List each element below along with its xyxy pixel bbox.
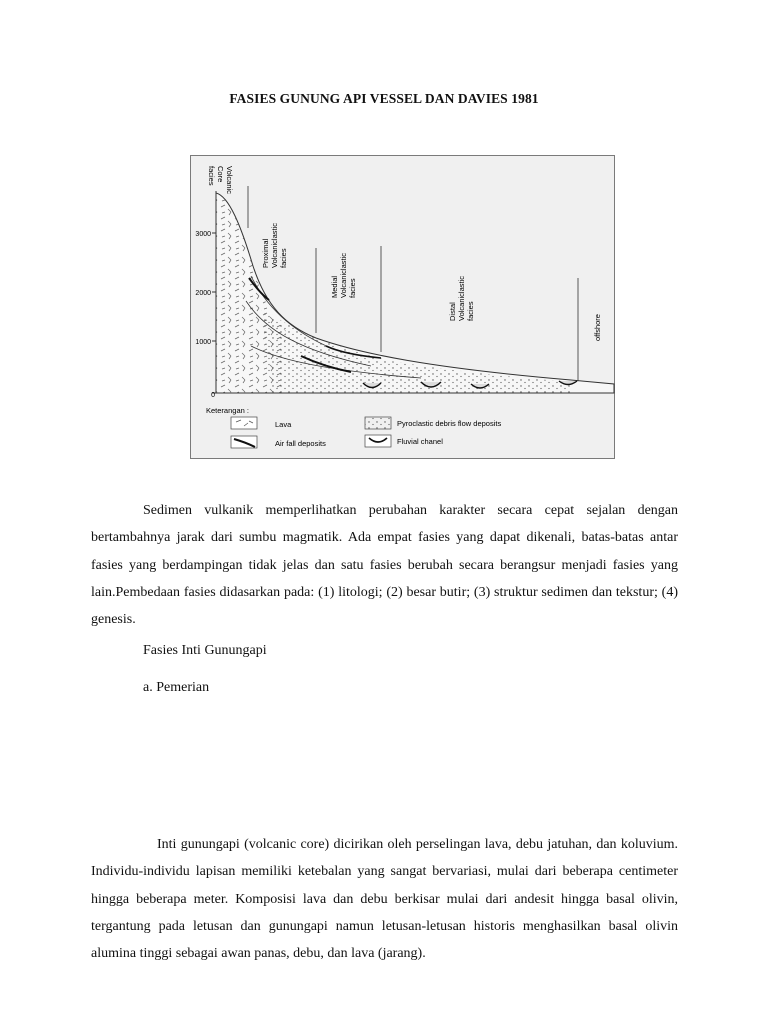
facies-diagram-figure — [190, 155, 615, 459]
legend-lava-swatch — [231, 417, 257, 429]
legend-lava-label: Lava — [275, 420, 292, 429]
y-tick-label: 3000 — [195, 231, 211, 238]
paragraph-description: Inti gunungapi (volcanic core) dicirikan oleh perselingan lava, debu jatuhan, dan koluvium. Individu-individu lapisan memiliki ketebalan yang sangat bervariasi, mulai dari beberapa centimeter hingga beberapa meter. Komposisi lava dan debu berkisar mulai dari andesit hingga basal olivin, tergantung pada letusan dan gunungapi namun letusan-letusan historis menghasilkan basal olivin alumina tinggi sebagai awan panas, debu, dan lava (jarang). — [91, 837, 678, 962]
y-tick-label: 0 — [211, 392, 215, 399]
svg-text:facies: facies — [348, 278, 357, 298]
offshore-label: offshore — [593, 314, 602, 341]
legend-pyroclastic-label: Pyroclastic debris flow deposits — [397, 419, 502, 428]
legend-title: Keterangan : — [206, 406, 249, 415]
svg-text:Distal: Distal — [448, 302, 457, 321]
debris-flow-zone — [261, 306, 571, 393]
svg-text:Volcaniclastic: Volcaniclastic — [457, 275, 466, 321]
y-tick-label: 1000 — [195, 339, 211, 346]
medial-facies-label — [330, 253, 357, 298]
legend-fluvial-swatch — [365, 435, 391, 447]
svg-text:facies: facies — [466, 301, 475, 321]
svg-text:facies: facies — [207, 166, 216, 186]
facies-diagram — [191, 156, 616, 460]
svg-text:Proximal: Proximal — [261, 238, 270, 268]
distal-facies-label — [448, 276, 475, 321]
page-title: FASIES GUNUNG API VESSEL DAN DAVIES 1981 — [229, 91, 539, 106]
svg-text:facies: facies — [279, 248, 288, 268]
svg-text:Core: Core — [216, 166, 225, 183]
y-tick-label: 2000 — [195, 290, 211, 297]
proximal-facies-label — [261, 223, 288, 268]
section-heading: Fasies Inti Gunungapi — [143, 643, 267, 658]
legend-fluvial-label: Fluvial chanel — [397, 437, 443, 446]
legend-pyroclastic-swatch — [365, 417, 391, 429]
svg-text:Medial: Medial — [330, 275, 339, 298]
svg-text:Volcanic: Volcanic — [225, 166, 234, 194]
core-facies-label — [207, 166, 234, 194]
subsection-heading: a. Pemerian — [143, 680, 210, 695]
paragraph-intro: Sedimen vulkanik memperlihatkan perubahan karakter secara cepat sejalan dengan bertambahnya jarak dari sumbu magmatik. Ada empat fasies yang dapat dikenali, batas-batas antar fasies yang berdampingan tidak jelas dan satu fasies berubah secara berangsur menjadi fasies yang lain.Pembedaan fasies didasarkan pada: (1) litologi; (2) besar butir; (3) struktur sedimen dan tekstur; (4) genesis. — [91, 503, 678, 628]
legend-airfall-label: Air fall deposits — [275, 439, 326, 448]
svg-text:Volcaniclastic: Volcaniclastic — [270, 222, 279, 268]
svg-text:Volcaniclastic: Volcaniclastic — [339, 252, 348, 298]
